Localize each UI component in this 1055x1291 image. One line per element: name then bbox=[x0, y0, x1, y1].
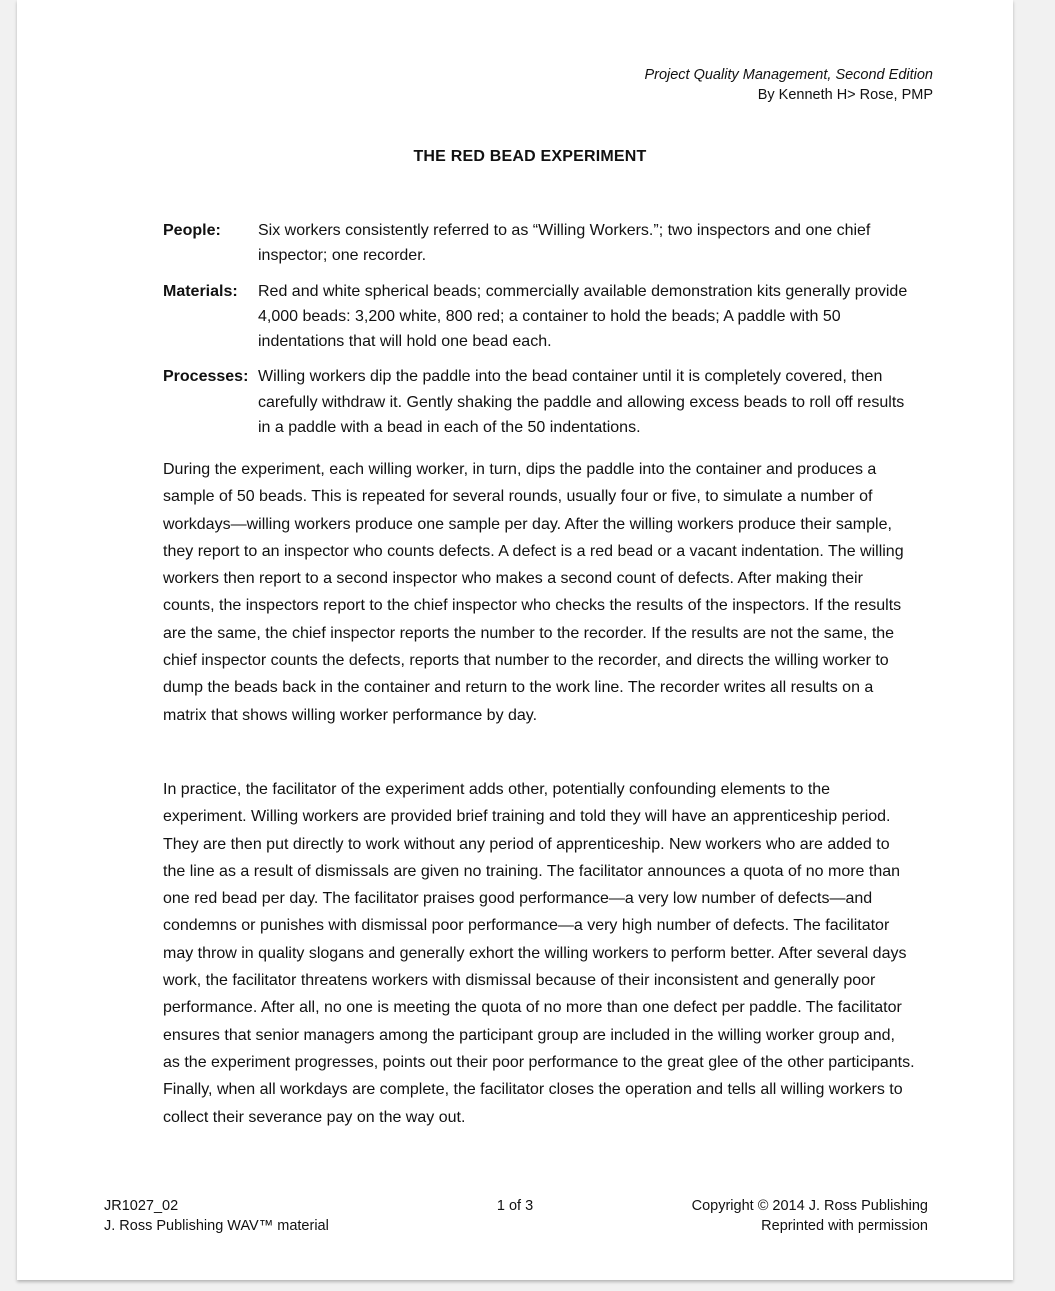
definition-processes bbox=[163, 364, 908, 440]
body-paragraph-2: In practice, the facilitator of the experiment adds other, potentially confounding elements to the experiment. Willing workers are provided brief training and told they will have an apprenticeship period. They are then put directly to work without any period of apprenticeship. New workers who are added to the line as a result of dismissals are given no training. The facilitator announces a quota of no more than one red bead per day. The facilitator praises good performance—a very low number of defects—and condemns or punishes with dismissal poor performance—a very high number of defects. The facilitator may throw in quality slogans and generally exhort the willing workers to perform better. After several days work, the facilitator threatens workers with dismissal because of their inconsistent and generally poor performance. After all, no one is meeting the quota of no more than one defect per paddle. The facilitator ensures that senior managers among the participant group are included in the willing worker group and, as the experiment progresses, points out their poor performance to the great glee of the other participants. Finally, when all workdays are complete, the facilitator closes the operation and tells all willing workers to collect their severance pay on the way out. bbox=[163, 781, 915, 1126]
footer-right bbox=[692, 1196, 928, 1236]
page-header bbox=[644, 65, 933, 105]
author-line: By Kenneth H> Rose, PMP bbox=[757, 87, 933, 103]
definition-text: Willing workers dip the paddle into the bead container until it is completely covered, then carefully withdraw it. Gently shaking the paddle and allowing excess beads to roll off results in a paddle with a bead in each of the 50 indentations. bbox=[258, 368, 905, 437]
copyright-notice: Copyright © 2014 J. Ross Publishing bbox=[691, 1198, 928, 1214]
definition-term: Materials: bbox=[163, 282, 238, 300]
material-note: J. Ross Publishing WAV™ material bbox=[104, 1218, 329, 1234]
body-paragraph-1: During the experiment, each willing worker, in turn, dips the paddle into the container and produces a sample of 50 beads. This is repeated for several rounds, usually four or five, to simulate a number of workdays—willing workers produce one sample per day. After the willing workers produce their sample, they report to an inspector who counts defects. A defect is a red bead or a vacant indentation. The willing workers then report to a second inspector who makes a second count of defects. After making their counts, the inspectors report to the chief inspector who checks the results of the inspectors. If the results are the same, the chief inspector reports the number to the recorder. If the results are not the same, the chief inspector counts the defects, reports that number to the recorder, and directs the willing worker to dump the beads back in the container and return to the work line. The recorder writes all results on a matrix that shows willing worker performance by day. bbox=[163, 461, 904, 724]
definition-list bbox=[163, 218, 908, 450]
definition-term: Processes: bbox=[163, 368, 249, 386]
document-page bbox=[17, 0, 1013, 1280]
permission-note: Reprinted with permission bbox=[761, 1218, 928, 1234]
book-title: Project Quality Management, Second Edition bbox=[644, 67, 933, 83]
definition-text: Red and white spherical beads; commercially available demonstration kits generally provide 4,000 beads: 3,200 white, 800 red; a container to hold the beads; A paddle with 50 indentations that will hold one bead each. bbox=[258, 282, 908, 351]
definition-people bbox=[163, 218, 908, 269]
document-title: THE RED BEAD EXPERIMENT bbox=[413, 148, 647, 165]
document-id: JR1027_02 bbox=[104, 1198, 179, 1214]
page-indicator: 1 of 3 bbox=[496, 1198, 534, 1214]
definition-term: People: bbox=[163, 222, 221, 239]
definition-text: Six workers consistently referred to as “Willing Workers.”; two inspectors and one chief inspector; one recorder. bbox=[258, 222, 871, 265]
definition-materials bbox=[163, 279, 908, 355]
